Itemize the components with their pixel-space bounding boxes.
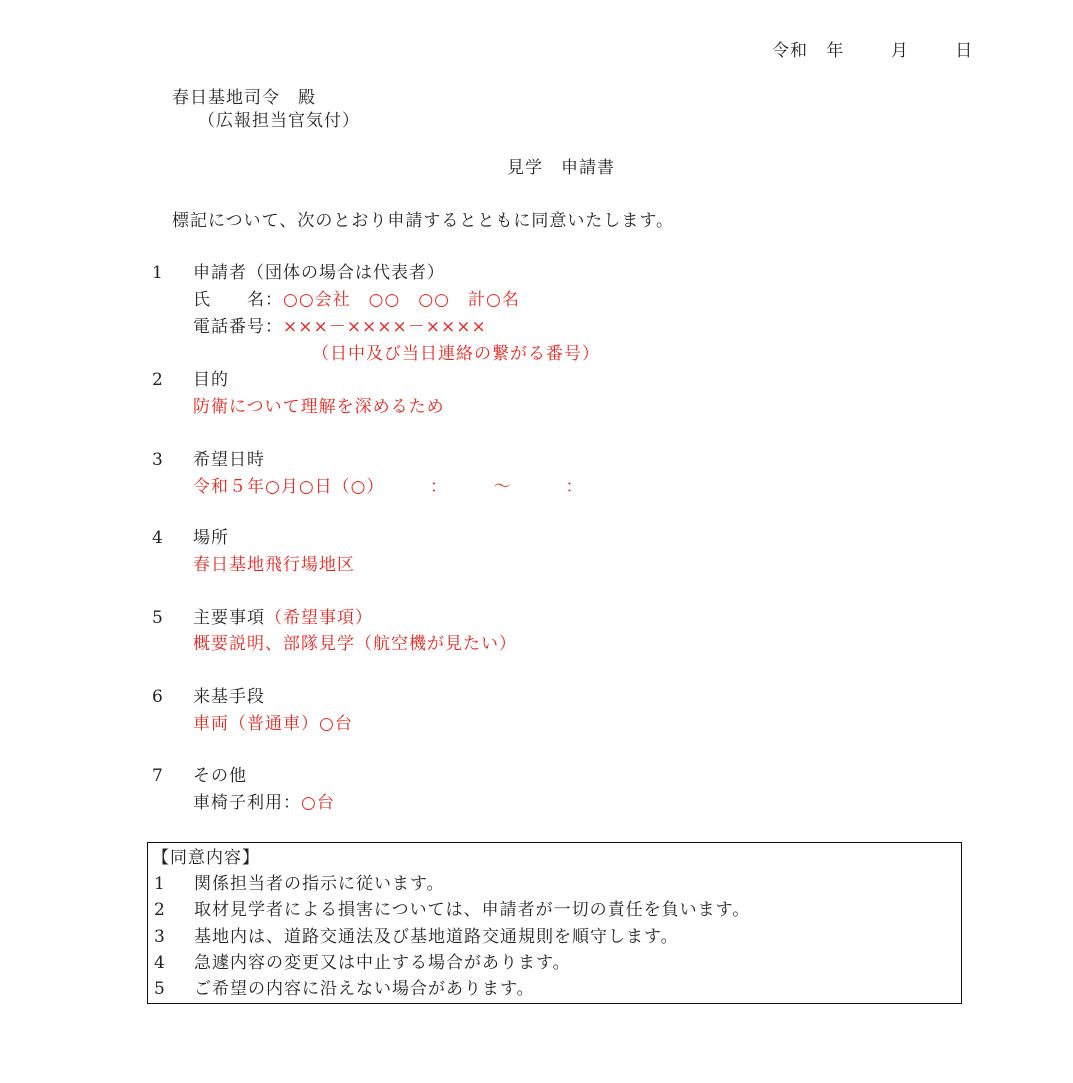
applicant-phone-label: 電話番号： — [193, 317, 283, 337]
consent-item-number: 3 — [154, 927, 166, 947]
section-7-label: その他 — [193, 766, 247, 786]
applicant-phone-row — [193, 316, 487, 338]
section-4-label: 場所 — [193, 528, 229, 548]
applicant-name-row — [193, 289, 520, 311]
date-era: 令和 — [772, 41, 808, 61]
section-3-value: 令和５年○月○日（○） ： ～ ： — [193, 477, 584, 497]
consent-item — [154, 899, 750, 921]
applicant-phone-value: ×××－××××－×××× — [283, 317, 487, 337]
date-month: 月 — [890, 41, 909, 61]
consent-item-number: 2 — [154, 900, 166, 920]
consent-heading: 【同意内容】 — [152, 848, 260, 868]
section-6-number: 6 — [152, 687, 164, 707]
wheelchair-row — [193, 792, 335, 814]
applicant-phone-note: （日中及び当日連絡の繋がる番号） — [312, 344, 600, 364]
section-5-label: 主要事項 — [193, 608, 265, 628]
consent-item-text: 基地内は、道路交通法及び基地道路交通規則を順守します。 — [194, 927, 679, 947]
consent-item-number: 4 — [154, 953, 166, 973]
section-5-label-note: （希望事項） — [265, 608, 373, 628]
section-5-label-row — [193, 607, 373, 629]
consent-item — [154, 873, 445, 895]
section-3-number: 3 — [152, 450, 164, 470]
date-year: 年 — [826, 41, 845, 61]
consent-item — [154, 978, 535, 1000]
consent-item-text: 関係担当者の指示に従います。 — [194, 874, 445, 894]
date-line — [772, 40, 973, 62]
consent-item-text: 急遽内容の変更又は中止する場合があります。 — [194, 953, 571, 973]
applicant-name-label: 氏 名： — [193, 290, 283, 310]
document-title: 見学 申請書 — [507, 158, 615, 178]
section-4-value: 春日基地飛行場地区 — [193, 555, 355, 575]
consent-item-number: 1 — [154, 874, 166, 894]
section-6-value: 車両（普通車）○台 — [193, 714, 353, 734]
section-2-label: 目的 — [193, 370, 229, 390]
addressee-line1: 春日基地司令 殿 — [172, 88, 316, 108]
section-5-value: 概要説明、部隊見学（航空機が見たい） — [193, 634, 517, 654]
intro-text: 標記について、次のとおり申請するとともに同意いたします。 — [172, 211, 674, 231]
wheelchair-value: ○台 — [301, 793, 335, 813]
consent-item — [154, 926, 679, 948]
applicant-name-value: ○○会社 ○○ ○○ 計○名 — [283, 290, 520, 310]
section-6-label: 来基手段 — [193, 687, 265, 707]
consent-box — [147, 842, 962, 1004]
consent-item-text: 取材見学者による損害については、申請者が一切の責任を負います。 — [194, 900, 751, 920]
section-5-number: 5 — [152, 608, 164, 628]
section-1-label: 申請者（団体の場合は代表者） — [193, 263, 445, 283]
section-3-label: 希望日時 — [193, 450, 265, 470]
section-2-number: 2 — [152, 370, 164, 390]
date-day: 日 — [955, 41, 974, 61]
consent-item — [154, 952, 571, 974]
section-4-number: 4 — [152, 528, 164, 548]
consent-item-number: 5 — [154, 979, 166, 999]
wheelchair-label: 車椅子利用： — [193, 793, 301, 813]
section-1-number: 1 — [152, 263, 164, 283]
consent-item-text: ご希望の内容に沿えない場合があります。 — [194, 979, 535, 999]
section-7-number: 7 — [152, 766, 164, 786]
addressee-line2: （広報担当官気付） — [198, 111, 360, 131]
section-2-value: 防衛について理解を深めるため — [193, 397, 445, 417]
